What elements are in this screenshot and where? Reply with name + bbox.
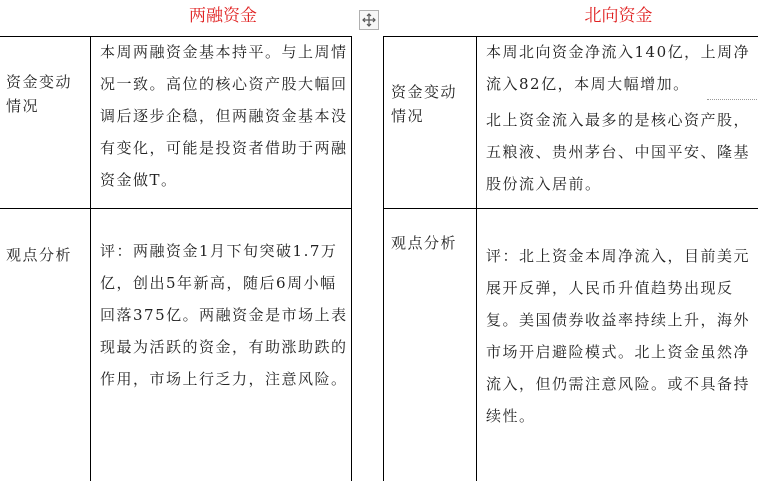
table-border [0, 208, 352, 209]
left-row1-label: 资金变动情况 [6, 73, 73, 115]
table-border [383, 208, 758, 209]
right-row1-paragraph-2: 北上资金流入最多的是核心资产股，五粮液、贵州茅台、中国平安、隆基股份流入居前。 [486, 111, 751, 193]
left-row2-label: 观点分析 [6, 246, 73, 264]
right-table-title: 北向资金 [584, 6, 653, 26]
right-row1-paragraph-1: 本周北向资金净流入140亿，上周净流入82亿，本周大幅增加。 [486, 43, 751, 93]
table-move-handle[interactable] [359, 10, 379, 30]
table-border [383, 36, 384, 481]
move-cross-arrows-icon [362, 13, 376, 27]
table-border [90, 36, 91, 481]
left-row1-content: 本周两融资金基本持平。与上周情况一致。高位的核心资产股大幅回调后逐步企稳，但两融资金基本没有变化，可能是投资者借助于两融资金做T。 [100, 43, 348, 189]
table-border [351, 36, 352, 481]
left-row2-content: 评：两融资金1月下旬突破1.7万亿，创出5年新高，随后6周小幅回落375亿。两融资金是市场上表现最为活跃的资金，有助涨助跌的作用，市场上行乏力，注意风险。 [100, 242, 348, 388]
table-border [476, 36, 477, 481]
right-row1-content [486, 36, 754, 200]
right-row2-label: 观点分析 [391, 234, 458, 252]
right-row2-content: 评：北上资金本周净流入，目前美元展开反弹，人民币升值趋势出现反复。美国债券收益率持续上升，海外市场开启避险模式。北上资金虽然净流入，但仍需注意风险。或不具备持续性。 [486, 247, 751, 425]
left-table-title: 两融资金 [189, 6, 257, 26]
right-row1-label: 资金变动情况 [391, 83, 458, 125]
